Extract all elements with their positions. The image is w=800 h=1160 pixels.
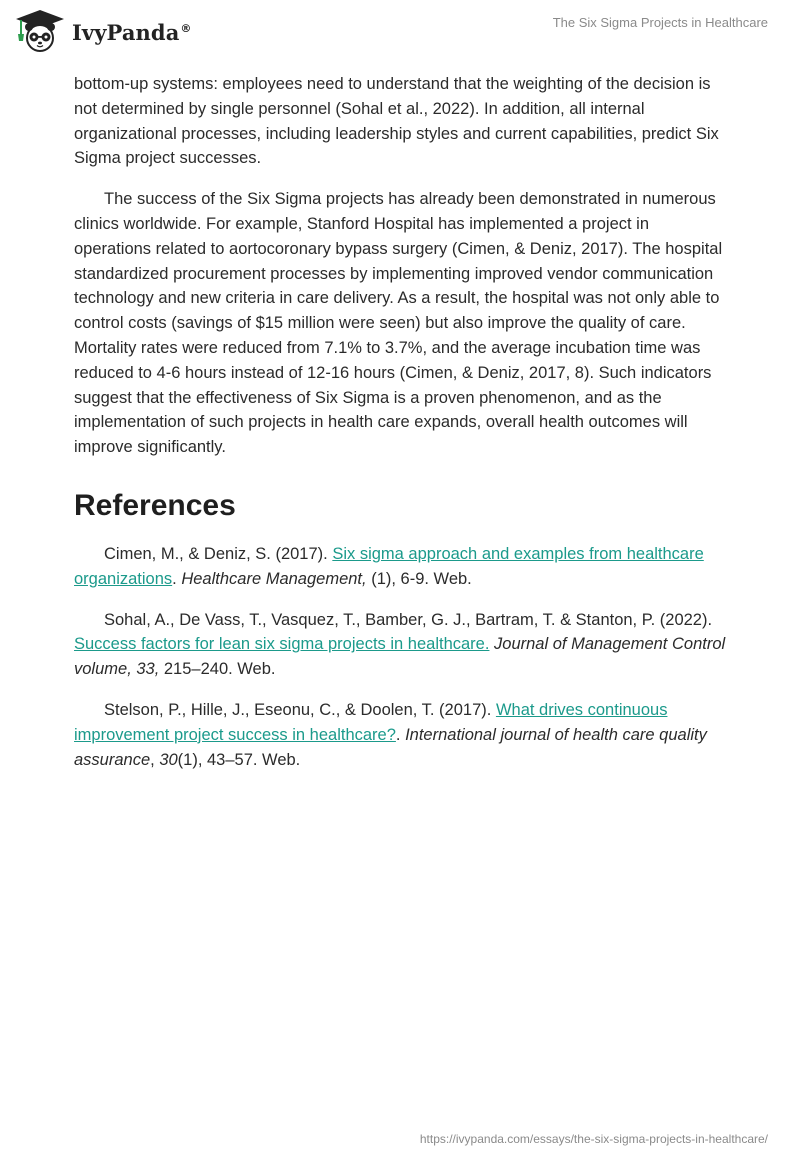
reference-journal: International journal of health care quality assurance: [74, 725, 707, 769]
reference-link[interactable]: What drives continuous improvement project success in healthcare?: [74, 700, 668, 744]
reference-journal: Healthcare Management,: [181, 569, 367, 588]
ivypanda-logo[interactable]: [14, 8, 192, 54]
body-paragraph: bottom-up systems: employees need to understand that the weighting of the decision is not determined by single personnel (Sohal et al., 2022). In addition, all internal organizational processes, including leadership styles and current capabilities, predict Six Sigma project successes.: [74, 75, 719, 168]
reference-authors: Cimen, M., & Deniz, S. (2017).: [104, 544, 333, 563]
reference-link[interactable]: Six sigma approach and examples from healthcare organizations: [74, 544, 704, 588]
reference-authors: Sohal, A., De Vass, T., Vasquez, T., Bamber, G. J., Bartram, T. & Stanton, P. (2022).: [104, 610, 713, 629]
page-header: [0, 0, 800, 66]
body-paragraph: The success of the Six Sigma projects has already been demonstrated in numerous clinics worldwide. For example, Stanford Hospital has implemented a project in operations related to aortocoronary bypass surgery (Cimen, & Deniz, 2017). The hospital standardized procurement processes by implementing improved vendor communication technology and new criteria in care delivery. As a result, the hospital was not only able to control costs (savings of $15 million were seen) but also improve the quality of care. Mortality rates were reduced from 7.1% to 3.7%, and the average incubation time was reduced to 4-6 hours instead of 12-16 hours (Cimen, & Deniz, 2017, 8). Such indicators suggest that the effectiveness of Six Sigma is a proven phenomenon, and as the implementation of such projects in health care expands, overall health outcomes will improve significantly.: [74, 190, 723, 457]
reference-journal: Journal of Management Control volume, 33,: [74, 635, 726, 679]
document-title: The Six Sigma Projects in Healthcare: [552, 15, 768, 30]
reference-authors: Stelson, P., Hille, J., Eseonu, C., & Doolen, T. (2017).: [104, 700, 496, 719]
reference-link[interactable]: Success factors for lean six sigma projects in healthcare.: [74, 635, 490, 654]
reference-entry: Stelson, P., Hille, J., Eseonu, C., & Doolen, T. (2017). What drives continuous improvement project success in healthcare?. International journal of health care quality assurance, 30(1), 43–57. Web.: [74, 700, 707, 769]
reference-entry: Cimen, M., & Deniz, S. (2017). Six sigma approach and examples from healthcare organizations. Healthcare Management, (1), 6-9. Web.: [74, 544, 704, 588]
reference-entry: Sohal, A., De Vass, T., Vasquez, T., Bamber, G. J., Bartram, T. & Stanton, P. (2022). Success factors for lean six sigma projects in healthcare. Journal of Management Control volume, 33, 215–240. Web.: [74, 610, 726, 679]
references-heading: References: [74, 488, 236, 522]
essay-content: [74, 72, 726, 788]
panda-graduate-icon: [14, 8, 66, 54]
footer-url[interactable]: https://ivypanda.com/essays/the-six-sigma-projects-in-healthcare/: [419, 1132, 768, 1146]
brand-name: IvyPanda®: [72, 19, 192, 45]
reference-volume: 30: [159, 750, 178, 769]
